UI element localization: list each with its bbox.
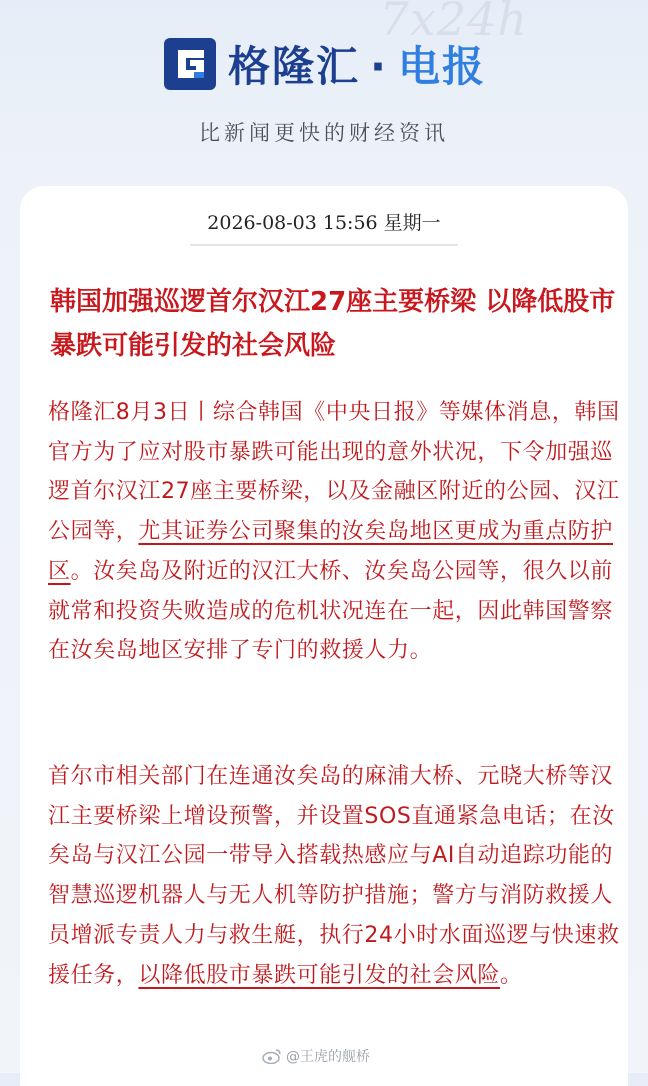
news-datetime: 2026-08-03 15:56 星期一 [207,212,441,234]
paragraph-1-body: 综合韩国《中央日报》等媒体消息，韩国官方为了应对股市暴跌可能出现的意外状况，下令加强巡逻首尔汉江27座主要桥梁，以及金融区附近的公园、汉江公园等， [48,400,620,545]
gelonghui-logo-icon [164,38,216,90]
paragraph-2-body: 首尔市相关部门在连通汝矣岛的麻浦大桥、元晓大桥等汉江主要桥梁上增设预警，并设置SOS直通紧急电话；在汝矣岛与汉江公园一带导入搭载热感应与AI自动追踪功能的智慧巡逻机器人与无人机等防护措施；警方与消防救援人员增派专责人力与救生艇，执行24小时水面巡逻与快速救援任务， [48,764,620,988]
paragraph-1-highlight: 尤其证券公司聚集的汝矣岛地区更成为重点防护区 [48,519,614,584]
decorative-watermark: 7x24h [379,0,528,46]
news-paragraph-1 [48,393,622,671]
brand-name [228,34,486,94]
date-divider [190,244,458,246]
paragraph-1-tail: 。汝矣岛及附近的汉江大桥、汝矣岛公园等，很久以前就常和投资失败造成的危机状况连在一起，因此韩国警察在汝矣岛地区安排了专门的救援人力。 [48,558,614,664]
brand-logo [164,34,486,94]
header [0,0,648,175]
news-title: 韩国加强巡逻首尔汉江27座主要桥梁 以降低股市暴跌可能引发的社会风险 [50,287,616,361]
brand-name-sub: 电报 [397,42,486,91]
paragraph-2-highlight: 以降低股市暴跌可能引发的社会风险 [138,962,501,988]
source-separator: 丨 [190,400,213,425]
brand-name-main: 格隆汇 [228,42,361,91]
news-paragraph-2 [48,757,622,995]
tagline: 比新闻更快的财经资讯 [199,121,449,145]
weibo-watermark [262,1046,370,1066]
paragraph-2-tail: 。 [500,962,523,988]
news-card [20,186,628,1086]
weibo-icon [262,1048,282,1064]
brand-dot: · [370,42,388,91]
news-source-lead: 格隆汇8月3日 [48,400,191,425]
weibo-watermark-text: @王虎的舰桥 [286,1049,370,1065]
